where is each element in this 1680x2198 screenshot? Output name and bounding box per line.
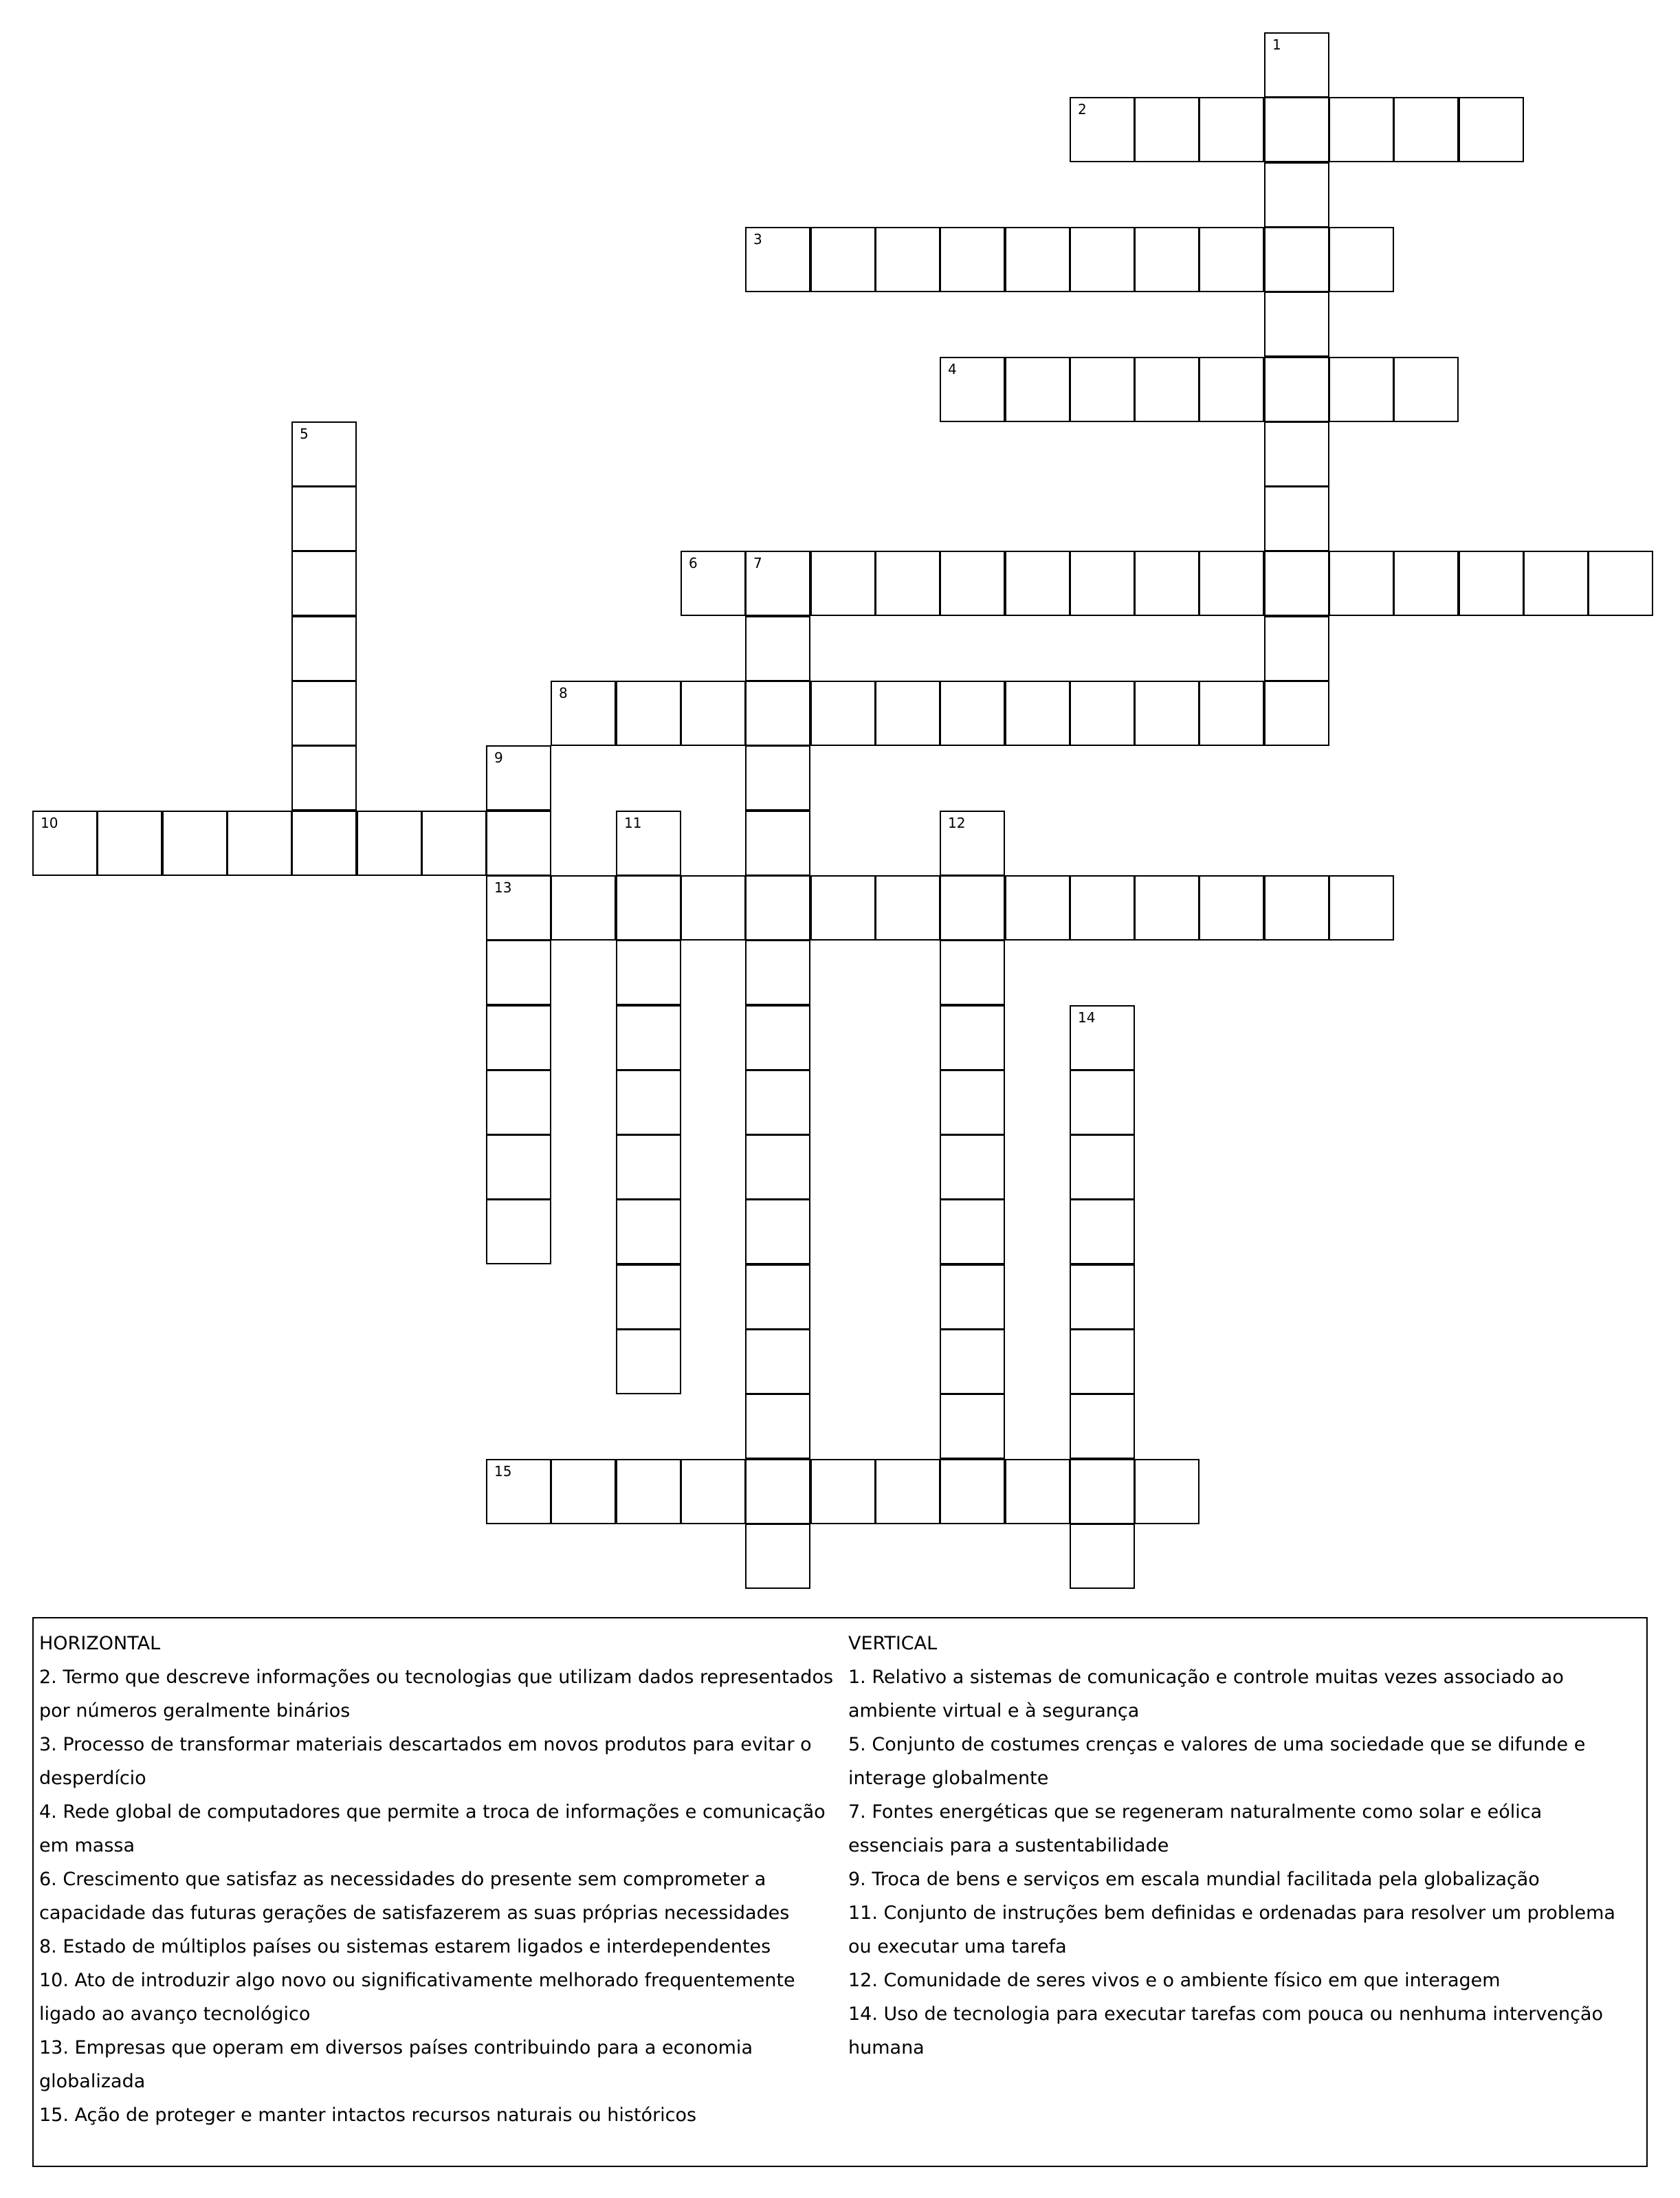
grid-cell[interactable] xyxy=(357,811,422,876)
clue-number: 10 xyxy=(41,815,58,831)
clue-down-1: 1. Relativo a sistemas de comunicação e controle muitas vezes associado ao ambiente virtual e à segurança xyxy=(848,1667,1564,1722)
grid-cell[interactable] xyxy=(745,1459,810,1524)
grid-cell[interactable] xyxy=(1070,227,1135,292)
clue-number: 8 xyxy=(559,685,568,701)
clue-across-8: 8. Estado de múltiplos países ou sistemas estarem ligados e interdependentes xyxy=(39,1936,771,1957)
grid-cell[interactable] xyxy=(1393,97,1459,162)
grid-cell[interactable] xyxy=(940,1005,1005,1070)
grid-cell[interactable] xyxy=(486,745,551,811)
clue-number: 2 xyxy=(1078,101,1087,118)
grid-cell[interactable] xyxy=(616,1134,681,1200)
grid-cell[interactable] xyxy=(1070,1005,1135,1070)
clue-down-9: 9. Troca de bens e serviços em escala mundial facilitada pela globalização xyxy=(848,1869,1540,1890)
clue-across-13: 13. Empresas que operam em diversos países contribuindo para a economia globalizada xyxy=(39,2037,753,2092)
grid-cell[interactable] xyxy=(745,1199,810,1264)
clue-across-15: 15. Ação de proteger e manter intactos recursos naturais ou históricos xyxy=(39,2104,697,2126)
grid-cell[interactable] xyxy=(940,1394,1005,1459)
grid-cell[interactable] xyxy=(745,875,810,941)
grid-cell[interactable] xyxy=(1070,1524,1135,1589)
grid-cell[interactable] xyxy=(940,1264,1005,1330)
grid-cell[interactable] xyxy=(486,940,551,1005)
grid-cell[interactable] xyxy=(1070,1329,1135,1394)
grid-cell[interactable] xyxy=(1329,875,1394,941)
clue-number: 15 xyxy=(494,1463,512,1480)
grid-cell[interactable] xyxy=(1070,681,1135,746)
clue-number: 9 xyxy=(494,749,503,766)
grid-cell[interactable] xyxy=(1199,227,1264,292)
grid-cell[interactable] xyxy=(745,616,810,681)
grid-cell[interactable] xyxy=(940,940,1005,1005)
grid-cell[interactable] xyxy=(291,811,357,876)
grid-cell[interactable] xyxy=(291,421,357,487)
grid-cell[interactable] xyxy=(745,940,810,1005)
clue-number: 12 xyxy=(948,815,966,831)
clue-down-11: 11. Conjunto de instruções bem definidas e ordenadas para resolver um problema ou executar uma tarefa xyxy=(848,1902,1615,1957)
grid-cell[interactable] xyxy=(1199,681,1264,746)
grid-cell[interactable] xyxy=(940,1199,1005,1264)
grid-cell[interactable] xyxy=(616,875,681,941)
grid-cell[interactable] xyxy=(1070,97,1135,162)
grid-cell[interactable] xyxy=(940,811,1005,876)
grid-cell[interactable] xyxy=(32,811,98,876)
clue-across-10: 10. Ato de introduzir algo novo ou significativamente melhorado frequentemente ligado ao avanço tecnológico xyxy=(39,1970,795,2025)
grid-cell[interactable] xyxy=(940,875,1005,941)
grid-cell[interactable] xyxy=(1393,551,1459,616)
grid-cell[interactable] xyxy=(1264,292,1329,357)
grid-cell[interactable] xyxy=(940,1459,1005,1524)
grid-cell[interactable] xyxy=(616,1329,681,1394)
vertical-clues xyxy=(848,1627,1642,2065)
grid-cell[interactable] xyxy=(875,681,940,746)
grid-cell[interactable] xyxy=(616,1459,681,1524)
grid-cell[interactable] xyxy=(616,1199,681,1264)
grid-cell[interactable] xyxy=(1134,1459,1200,1524)
grid-cell[interactable] xyxy=(1329,227,1394,292)
grid-cell[interactable] xyxy=(1070,1134,1135,1200)
clue-number: 3 xyxy=(753,231,762,248)
grid-cell[interactable] xyxy=(486,1134,551,1200)
grid-cell[interactable] xyxy=(810,875,876,941)
grid-cell[interactable] xyxy=(1070,1070,1135,1135)
grid-cell[interactable] xyxy=(1329,551,1394,616)
grid-cell[interactable] xyxy=(551,681,616,746)
grid-cell[interactable] xyxy=(1134,227,1200,292)
clue-number: 4 xyxy=(948,361,957,377)
grid-cell[interactable] xyxy=(940,227,1005,292)
clue-number: 7 xyxy=(753,555,762,571)
grid-cell[interactable] xyxy=(616,1070,681,1135)
grid-cell[interactable] xyxy=(1459,97,1524,162)
grid-cell[interactable] xyxy=(745,1070,810,1135)
clue-number: 1 xyxy=(1272,36,1281,53)
grid-cell[interactable] xyxy=(745,1394,810,1459)
horizontal-clues xyxy=(39,1627,837,2132)
grid-cell[interactable] xyxy=(875,551,940,616)
clue-across-4: 4. Rede global de computadores que permite a troca de informações e comunicação em massa xyxy=(39,1801,826,1856)
grid-cell[interactable] xyxy=(1005,681,1070,746)
grid-cell[interactable] xyxy=(616,681,681,746)
grid-cell[interactable] xyxy=(745,1005,810,1070)
grid-cell[interactable] xyxy=(940,551,1005,616)
grid-cell[interactable] xyxy=(940,1070,1005,1135)
grid-cell[interactable] xyxy=(227,811,292,876)
grid-cell[interactable] xyxy=(1264,357,1329,422)
clue-number: 5 xyxy=(300,426,309,442)
grid-cell[interactable] xyxy=(551,875,616,941)
grid-cell[interactable] xyxy=(1199,875,1264,941)
grid-cell[interactable] xyxy=(616,1264,681,1330)
grid-cell[interactable] xyxy=(1070,357,1135,422)
grid-cell[interactable] xyxy=(875,1459,940,1524)
grid-cell[interactable] xyxy=(1329,357,1394,422)
grid-cell[interactable] xyxy=(486,1199,551,1264)
grid-cell[interactable] xyxy=(745,681,810,746)
grid-cell[interactable] xyxy=(940,1134,1005,1200)
clue-number: 14 xyxy=(1078,1009,1096,1026)
clue-number: 11 xyxy=(624,815,642,831)
clue-down-7: 7. Fontes energéticas que se regeneram naturalmente como solar e eólica essenciais para a sustentabilidade xyxy=(848,1801,1543,1856)
grid-cell[interactable] xyxy=(1523,551,1589,616)
grid-cell[interactable] xyxy=(681,1459,746,1524)
grid-cell[interactable] xyxy=(1005,551,1070,616)
grid-cell[interactable] xyxy=(1264,875,1329,941)
grid-cell[interactable] xyxy=(745,1524,810,1589)
grid-cell[interactable] xyxy=(291,745,357,811)
grid-cell[interactable] xyxy=(745,1264,810,1330)
grid-cell[interactable] xyxy=(616,1005,681,1070)
grid-cell[interactable] xyxy=(940,357,1005,422)
grid-cell[interactable] xyxy=(875,227,940,292)
grid-cell[interactable] xyxy=(1264,162,1329,228)
grid-cell[interactable] xyxy=(1199,357,1264,422)
clue-number: 13 xyxy=(494,879,512,896)
grid-cell[interactable] xyxy=(1264,421,1329,487)
grid-cell[interactable] xyxy=(1134,681,1200,746)
grid-cell[interactable] xyxy=(810,227,876,292)
grid-cell[interactable] xyxy=(1070,1199,1135,1264)
clue-across-6: 6. Crescimento que satisfaz as necessidades do presente sem comprometer a capacidade das futuras gerações de satisfazerem as suas próprias necessidades xyxy=(39,1869,790,1924)
clue-across-3: 3. Processo de transformar materiais descartados em novos produtos para evitar o desperdício xyxy=(39,1734,812,1789)
grid-cell[interactable] xyxy=(1070,875,1135,941)
grid-cell[interactable] xyxy=(1264,486,1329,551)
grid-cell[interactable] xyxy=(1134,551,1200,616)
grid-cell[interactable] xyxy=(745,811,810,876)
grid-cell[interactable] xyxy=(1134,875,1200,941)
grid-cell[interactable] xyxy=(616,811,681,876)
horizontal-heading: HORIZONTAL xyxy=(39,1633,161,1654)
grid-cell[interactable] xyxy=(681,551,746,616)
grid-cell[interactable] xyxy=(421,811,487,876)
grid-cell[interactable] xyxy=(486,1459,551,1524)
clue-across-2: 2. Termo que descreve informações ou tecnologias que utilizam dados representados por números geralmente binários xyxy=(39,1667,834,1722)
vertical-heading: VERTICAL xyxy=(848,1633,938,1654)
grid-cell[interactable] xyxy=(940,681,1005,746)
grid-cell[interactable] xyxy=(551,1459,616,1524)
grid-cell[interactable] xyxy=(1134,357,1200,422)
grid-cell[interactable] xyxy=(291,486,357,551)
grid-cell[interactable] xyxy=(616,940,681,1005)
grid-cell[interactable] xyxy=(1070,1264,1135,1330)
grid-cell[interactable] xyxy=(1264,616,1329,681)
grid-cell[interactable] xyxy=(1264,681,1329,746)
grid-cell[interactable] xyxy=(1588,551,1653,616)
grid-cell[interactable] xyxy=(681,681,746,746)
grid-cell[interactable] xyxy=(940,1329,1005,1394)
grid-cell[interactable] xyxy=(1264,227,1329,292)
grid-cell[interactable] xyxy=(745,1134,810,1200)
grid-cell[interactable] xyxy=(486,875,551,941)
grid-cell[interactable] xyxy=(1199,97,1264,162)
grid-cell[interactable] xyxy=(1005,875,1070,941)
grid-cell[interactable] xyxy=(1070,1394,1135,1459)
grid-cell[interactable] xyxy=(1005,1459,1070,1524)
grid-cell[interactable] xyxy=(291,616,357,681)
clue-number: 6 xyxy=(689,555,698,571)
grid-cell[interactable] xyxy=(1329,97,1394,162)
grid-cell[interactable] xyxy=(745,551,810,616)
grid-cell[interactable] xyxy=(1070,551,1135,616)
grid-cell[interactable] xyxy=(1264,97,1329,162)
grid-cell[interactable] xyxy=(745,745,810,811)
grid-cell[interactable] xyxy=(810,551,876,616)
grid-cell[interactable] xyxy=(810,1459,876,1524)
grid-cell[interactable] xyxy=(291,681,357,746)
grid-cell[interactable] xyxy=(875,875,940,941)
grid-cell[interactable] xyxy=(486,1070,551,1135)
grid-cell[interactable] xyxy=(1134,97,1200,162)
grid-cell[interactable] xyxy=(745,227,810,292)
grid-cell[interactable] xyxy=(97,811,162,876)
grid-cell[interactable] xyxy=(1005,357,1070,422)
grid-cell[interactable] xyxy=(1199,551,1264,616)
clue-down-12: 12. Comunidade de seres vivos e o ambiente físico em que interagem xyxy=(848,1970,1501,1991)
clue-down-14: 14. Uso de tecnologia para executar tarefas com pouca ou nenhuma intervenção humana xyxy=(848,2003,1603,2058)
grid-cell[interactable] xyxy=(486,1005,551,1070)
grid-cell[interactable] xyxy=(162,811,228,876)
grid-cell[interactable] xyxy=(291,551,357,616)
grid-cell[interactable] xyxy=(1070,1459,1135,1524)
clue-down-5: 5. Conjunto de costumes crenças e valores de uma sociedade que se difunde e interage globalmente xyxy=(848,1734,1586,1789)
grid-cell[interactable] xyxy=(810,681,876,746)
grid-cell[interactable] xyxy=(1459,551,1524,616)
grid-cell[interactable] xyxy=(745,1329,810,1394)
grid-cell[interactable] xyxy=(1005,227,1070,292)
grid-cell[interactable] xyxy=(681,875,746,941)
grid-cell[interactable] xyxy=(486,811,551,876)
grid-cell[interactable] xyxy=(1264,32,1329,98)
grid-cell[interactable] xyxy=(1393,357,1459,422)
clues-box xyxy=(32,1617,1648,2167)
grid-cell[interactable] xyxy=(1264,551,1329,616)
